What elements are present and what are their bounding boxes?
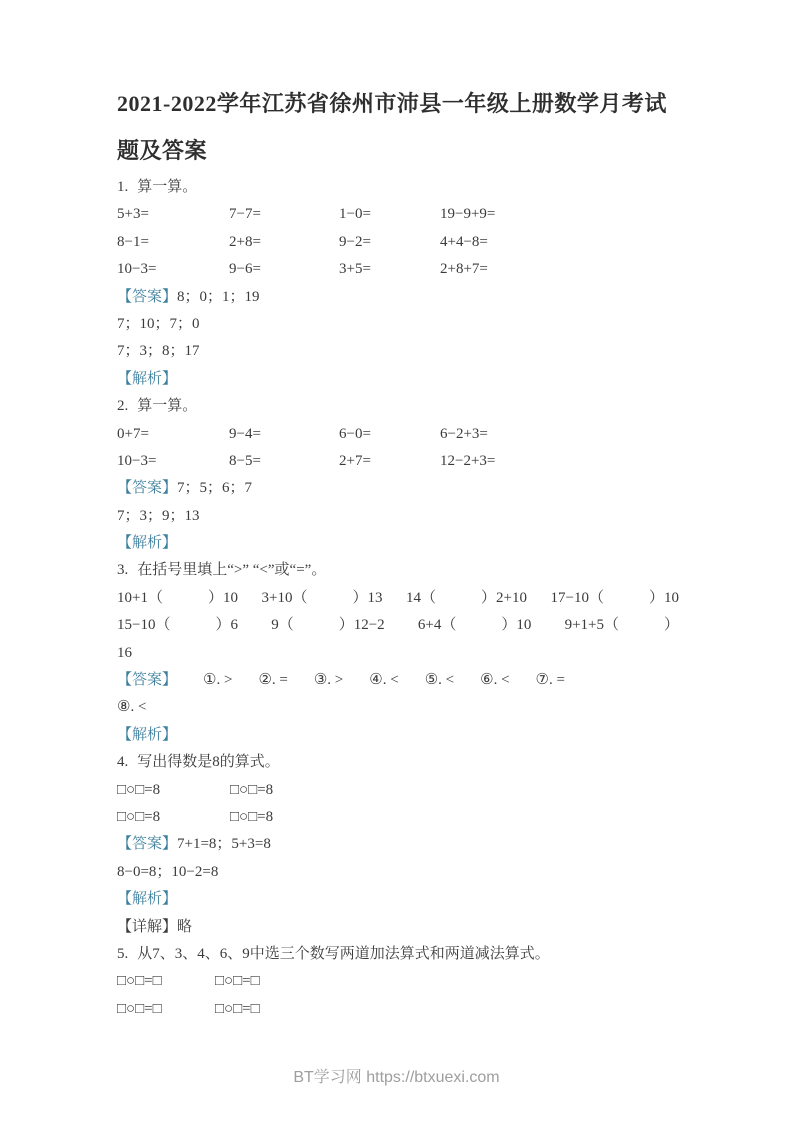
compare-cell: 14（ ）2+10 [406, 589, 527, 606]
problem-statement: 算一算。 [137, 179, 198, 195]
document-content [117, 80, 679, 1023]
problem-2-analysis-line [117, 530, 679, 557]
expression-cell: 6−2+3= [440, 425, 488, 442]
problem-3-statement [117, 557, 679, 584]
problem-number: 4. [117, 754, 129, 771]
answer-values: 7+1=8；5+3=8 [177, 836, 271, 853]
expression-cell: 10−3= [117, 261, 157, 278]
blank-equation: □○□=□ [117, 973, 162, 990]
expression-cell: 7−7= [229, 206, 261, 223]
expression-cell: 9−6= [229, 261, 261, 278]
answer-entry: ⑥. < [480, 672, 510, 689]
compare-cell: 3+10（ ）13 [261, 589, 383, 606]
blank-equation: □○□=□ [215, 1000, 260, 1017]
detail-text: 略 [177, 918, 193, 935]
problem-5-statement [117, 941, 679, 968]
expression-cell: 12−2+3= [440, 452, 496, 469]
answer-label: 【答案】 [117, 836, 178, 853]
problem-4-blank-row [117, 804, 679, 831]
expression-cell: 8−5= [229, 452, 261, 469]
answer-label: 【答案】 [117, 288, 178, 305]
answer-entry: ④. < [369, 672, 399, 689]
problem-3-compare-row [117, 585, 679, 612]
problem-4-blank-row [117, 777, 679, 804]
problem-4-statement [117, 749, 679, 776]
problem-number: 1. [117, 179, 129, 195]
problem-4-detail-line [117, 914, 679, 941]
expression-cell: 0+7= [117, 425, 149, 442]
blank-equation: □○□=8 [117, 781, 161, 798]
problem-number: 3. [117, 562, 129, 579]
footer-watermark: BT学习网 https://btxuexi.com [293, 1069, 500, 1086]
analysis-label: 【解析】 [117, 535, 178, 552]
page-title: 2021-2022学年江苏省徐州市沛县一年级上册数学月考试题及答案 [117, 91, 667, 163]
problem-3-answer-line [117, 667, 679, 694]
compare-cell: 17−10（ ）10 [550, 589, 679, 606]
expression-cell: 9−2= [339, 233, 371, 250]
problem-5-blank-row [117, 968, 679, 995]
problem-2-answer-line [117, 475, 679, 502]
answer-values: 7；5；6；7 [177, 480, 253, 497]
compare-cell: 9+1+5（ ） [564, 617, 679, 634]
expression-cell: 6−0= [339, 425, 371, 442]
expression-cell: 2+8= [229, 233, 261, 250]
answer-entry: ⑦. = [535, 672, 565, 689]
problem-number: 5. [117, 945, 129, 962]
compare-cell: 9（ ）12−2 [271, 617, 385, 634]
problem-statement: 算一算。 [137, 398, 198, 415]
expression-cell: 2+7= [339, 452, 371, 469]
problem-4-analysis-line [117, 886, 679, 913]
problem-1-answer-line: 7；3；8；17 [117, 343, 200, 360]
problem-1-calc-row [117, 229, 679, 256]
problem-1-calc-row [117, 256, 679, 283]
expression-cell: 9−4= [229, 425, 261, 442]
expression-cell: 4+4−8= [440, 233, 488, 250]
expression-cell: 5+3= [117, 206, 149, 223]
answer-values: 8；0；1；19 [177, 288, 260, 305]
expression-cell: 1−0= [339, 206, 371, 223]
answer-entry: ①. > [203, 672, 233, 689]
expression-cell: 19−9+9= [440, 206, 496, 223]
problem-3-answer-overflow: ⑧. < [117, 699, 147, 716]
answer-label: 【答案】 [117, 480, 178, 497]
problem-1-analysis-line [117, 366, 679, 393]
problem-5-blank-row [117, 996, 679, 1023]
analysis-label: 【解析】 [117, 726, 178, 743]
blank-equation: □○□=8 [230, 781, 274, 798]
problem-3-compare-row [117, 612, 679, 639]
answer-entry: ③. > [313, 672, 344, 689]
problem-3-overflow: 16 [117, 644, 132, 661]
problem-2-statement [117, 393, 679, 420]
compare-cell: 6+4（ ）10 [417, 617, 532, 634]
answer-entry: ②. = [258, 672, 288, 689]
problem-2-answer-line: 7；3；9；13 [117, 507, 200, 524]
blank-equation: □○□=□ [215, 973, 260, 990]
problem-statement: 写出得数是8的算式。 [137, 754, 280, 771]
blank-equation: □○□=8 [230, 808, 274, 825]
problem-4-answer-line: 8−0=8；10−2=8 [117, 863, 219, 880]
expression-cell: 10−3= [117, 452, 157, 469]
compare-cell: 15−10（ ）6 [117, 617, 238, 634]
problem-2-calc-row [117, 448, 679, 475]
problem-1-answer-line: 7；10；7；0 [117, 315, 200, 332]
problem-statement: 从7、3、4、6、9中选三个数写两道加法算式和两道减法算式。 [137, 945, 550, 962]
compare-cell: 10+1（ ）10 [117, 589, 238, 606]
problem-1-calc-row [117, 201, 679, 228]
analysis-label: 【解析】 [117, 370, 178, 387]
problem-4-answer-line [117, 831, 679, 858]
problem-statement: 在括号里填上“>” “<”或“=”。 [137, 562, 327, 579]
problem-1-statement [117, 174, 679, 201]
answer-entry: ⑤. < [424, 672, 455, 689]
detail-label: 【详解】 [117, 918, 178, 935]
problem-2-calc-row [117, 421, 679, 448]
problem-number: 2. [117, 398, 129, 415]
problem-1-answer-line [117, 284, 679, 311]
expression-cell: 3+5= [339, 261, 371, 278]
analysis-label: 【解析】 [117, 891, 178, 908]
blank-equation: □○□=□ [117, 1000, 162, 1017]
problem-3-analysis-line [117, 722, 679, 749]
expression-cell: 2+8+7= [440, 261, 488, 278]
blank-equation: □○□=8 [117, 808, 161, 825]
expression-cell: 8−1= [117, 233, 149, 250]
answer-label: 【答案】 [117, 672, 178, 689]
